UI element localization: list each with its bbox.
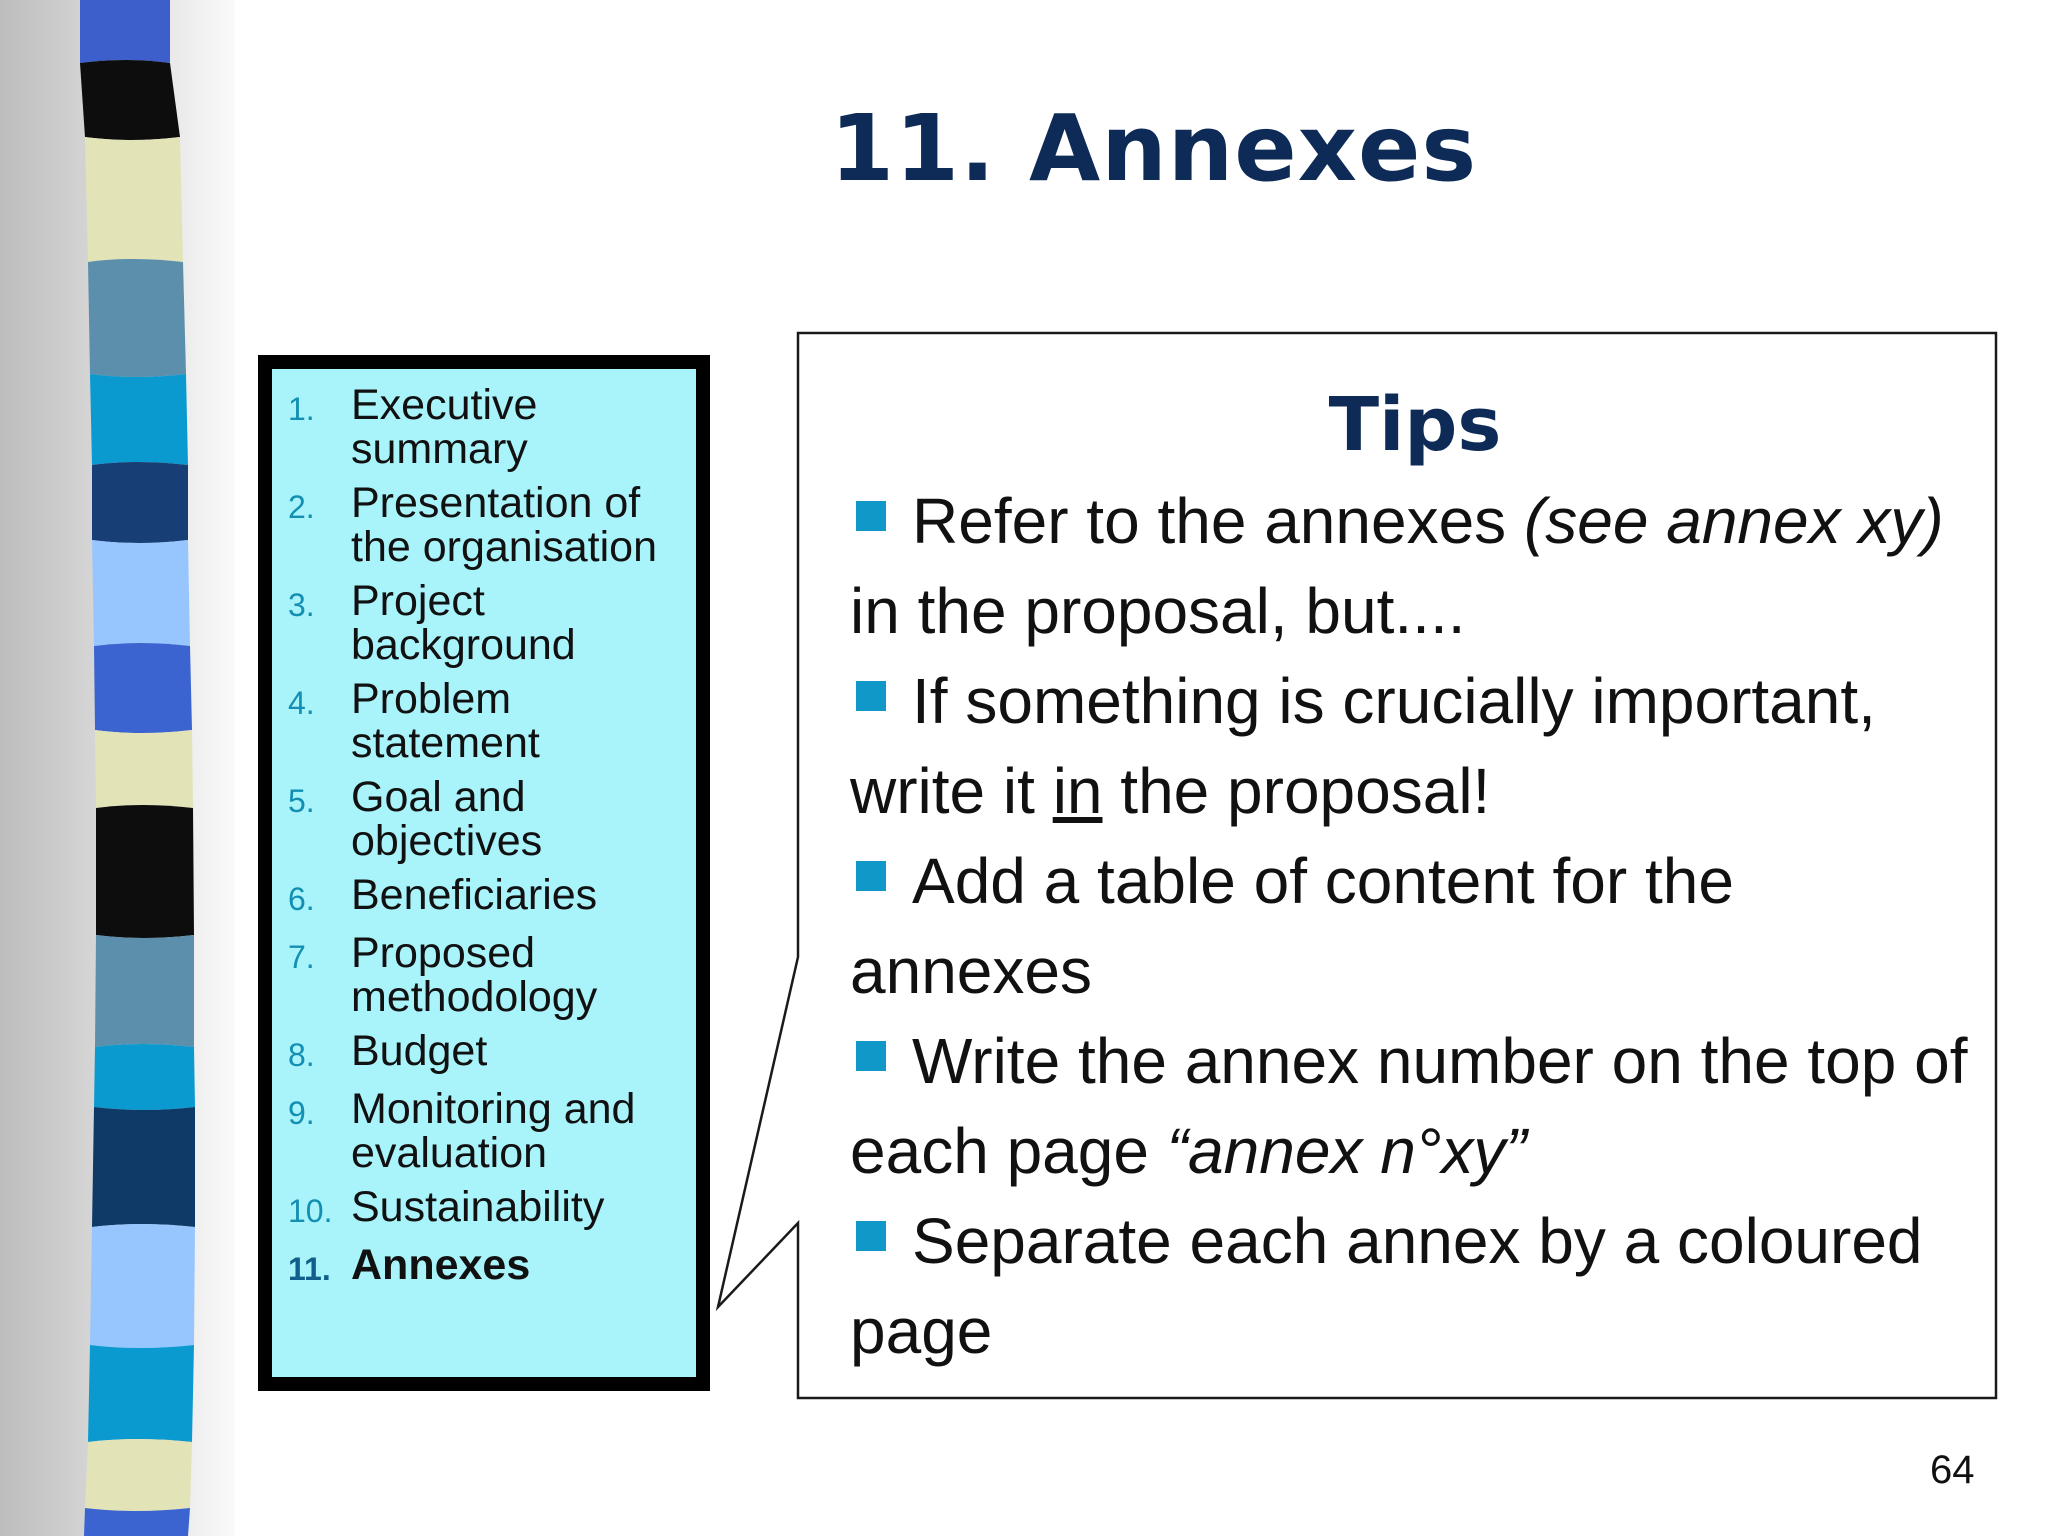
tip-text: in the proposal, but.... <box>850 575 1466 647</box>
toc-item-number: 5. <box>288 783 315 819</box>
toc-item-label: Monitoring and evaluation <box>351 1085 636 1177</box>
square-bullet-icon <box>856 501 886 531</box>
tip-item <box>850 836 1980 1016</box>
tip-text: If something is crucially important, write it <box>850 665 1876 827</box>
tip-text-italic: (see annex xy) <box>1523 485 1944 557</box>
page-number: 64 <box>1930 1448 1975 1492</box>
tip-text: Add a table of content for the annexes <box>850 845 1734 1007</box>
square-bullet-icon <box>856 1221 886 1251</box>
toc-item-number: 3. <box>288 587 315 623</box>
tip-item <box>850 1016 1980 1196</box>
toc-item-label: Sustainability <box>351 1183 605 1231</box>
toc-item-label: Annexes <box>351 1241 531 1289</box>
toc-item-number: 4. <box>288 685 315 721</box>
tip-text: the proposal! <box>1102 755 1491 827</box>
toc-item-label: Beneficiaries <box>351 871 598 919</box>
tip-text-underlined: in <box>1052 755 1103 827</box>
toc-item-label: Budget <box>351 1027 488 1075</box>
toc-item-number: 9. <box>288 1095 315 1131</box>
toc-item-number: 10. <box>288 1193 333 1229</box>
square-bullet-icon <box>856 861 886 891</box>
tip-item <box>850 1196 1980 1376</box>
toc-item-number: 7. <box>288 939 315 975</box>
tips-title: Tips <box>1328 382 1502 468</box>
toc-item-number: 2. <box>288 489 315 525</box>
tip-text: Separate each annex by a coloured page <box>850 1205 1923 1367</box>
tip-text: Write the annex number on the top of each page <box>850 1025 1968 1187</box>
tips-panel <box>850 380 1980 1376</box>
toc-item-label: Proposed methodology <box>351 929 598 1021</box>
toc-item-number: 6. <box>288 881 315 917</box>
slide-title: 11. Annexes <box>830 95 1478 202</box>
toc-item-label: Presentation of the organisation <box>351 479 657 571</box>
toc-item-number: 1. <box>288 391 315 427</box>
toc-item-label: Project background <box>351 577 576 669</box>
square-bullet-icon <box>856 1041 886 1071</box>
square-bullet-icon <box>856 681 886 711</box>
toc-item-label: Problem statement <box>351 675 540 767</box>
toc-item-number: 11. <box>288 1251 331 1287</box>
toc-item-label: Goal and objectives <box>351 773 543 865</box>
toc-item-label: Executive summary <box>351 381 538 473</box>
tips-list <box>850 476 1980 1376</box>
tip-text-italic: “annex n°xy” <box>1166 1115 1527 1187</box>
toc-item-number: 8. <box>288 1037 315 1073</box>
tip-item <box>850 476 1980 656</box>
tip-text: Refer to the annexes <box>912 485 1524 557</box>
tip-item <box>850 656 1980 836</box>
